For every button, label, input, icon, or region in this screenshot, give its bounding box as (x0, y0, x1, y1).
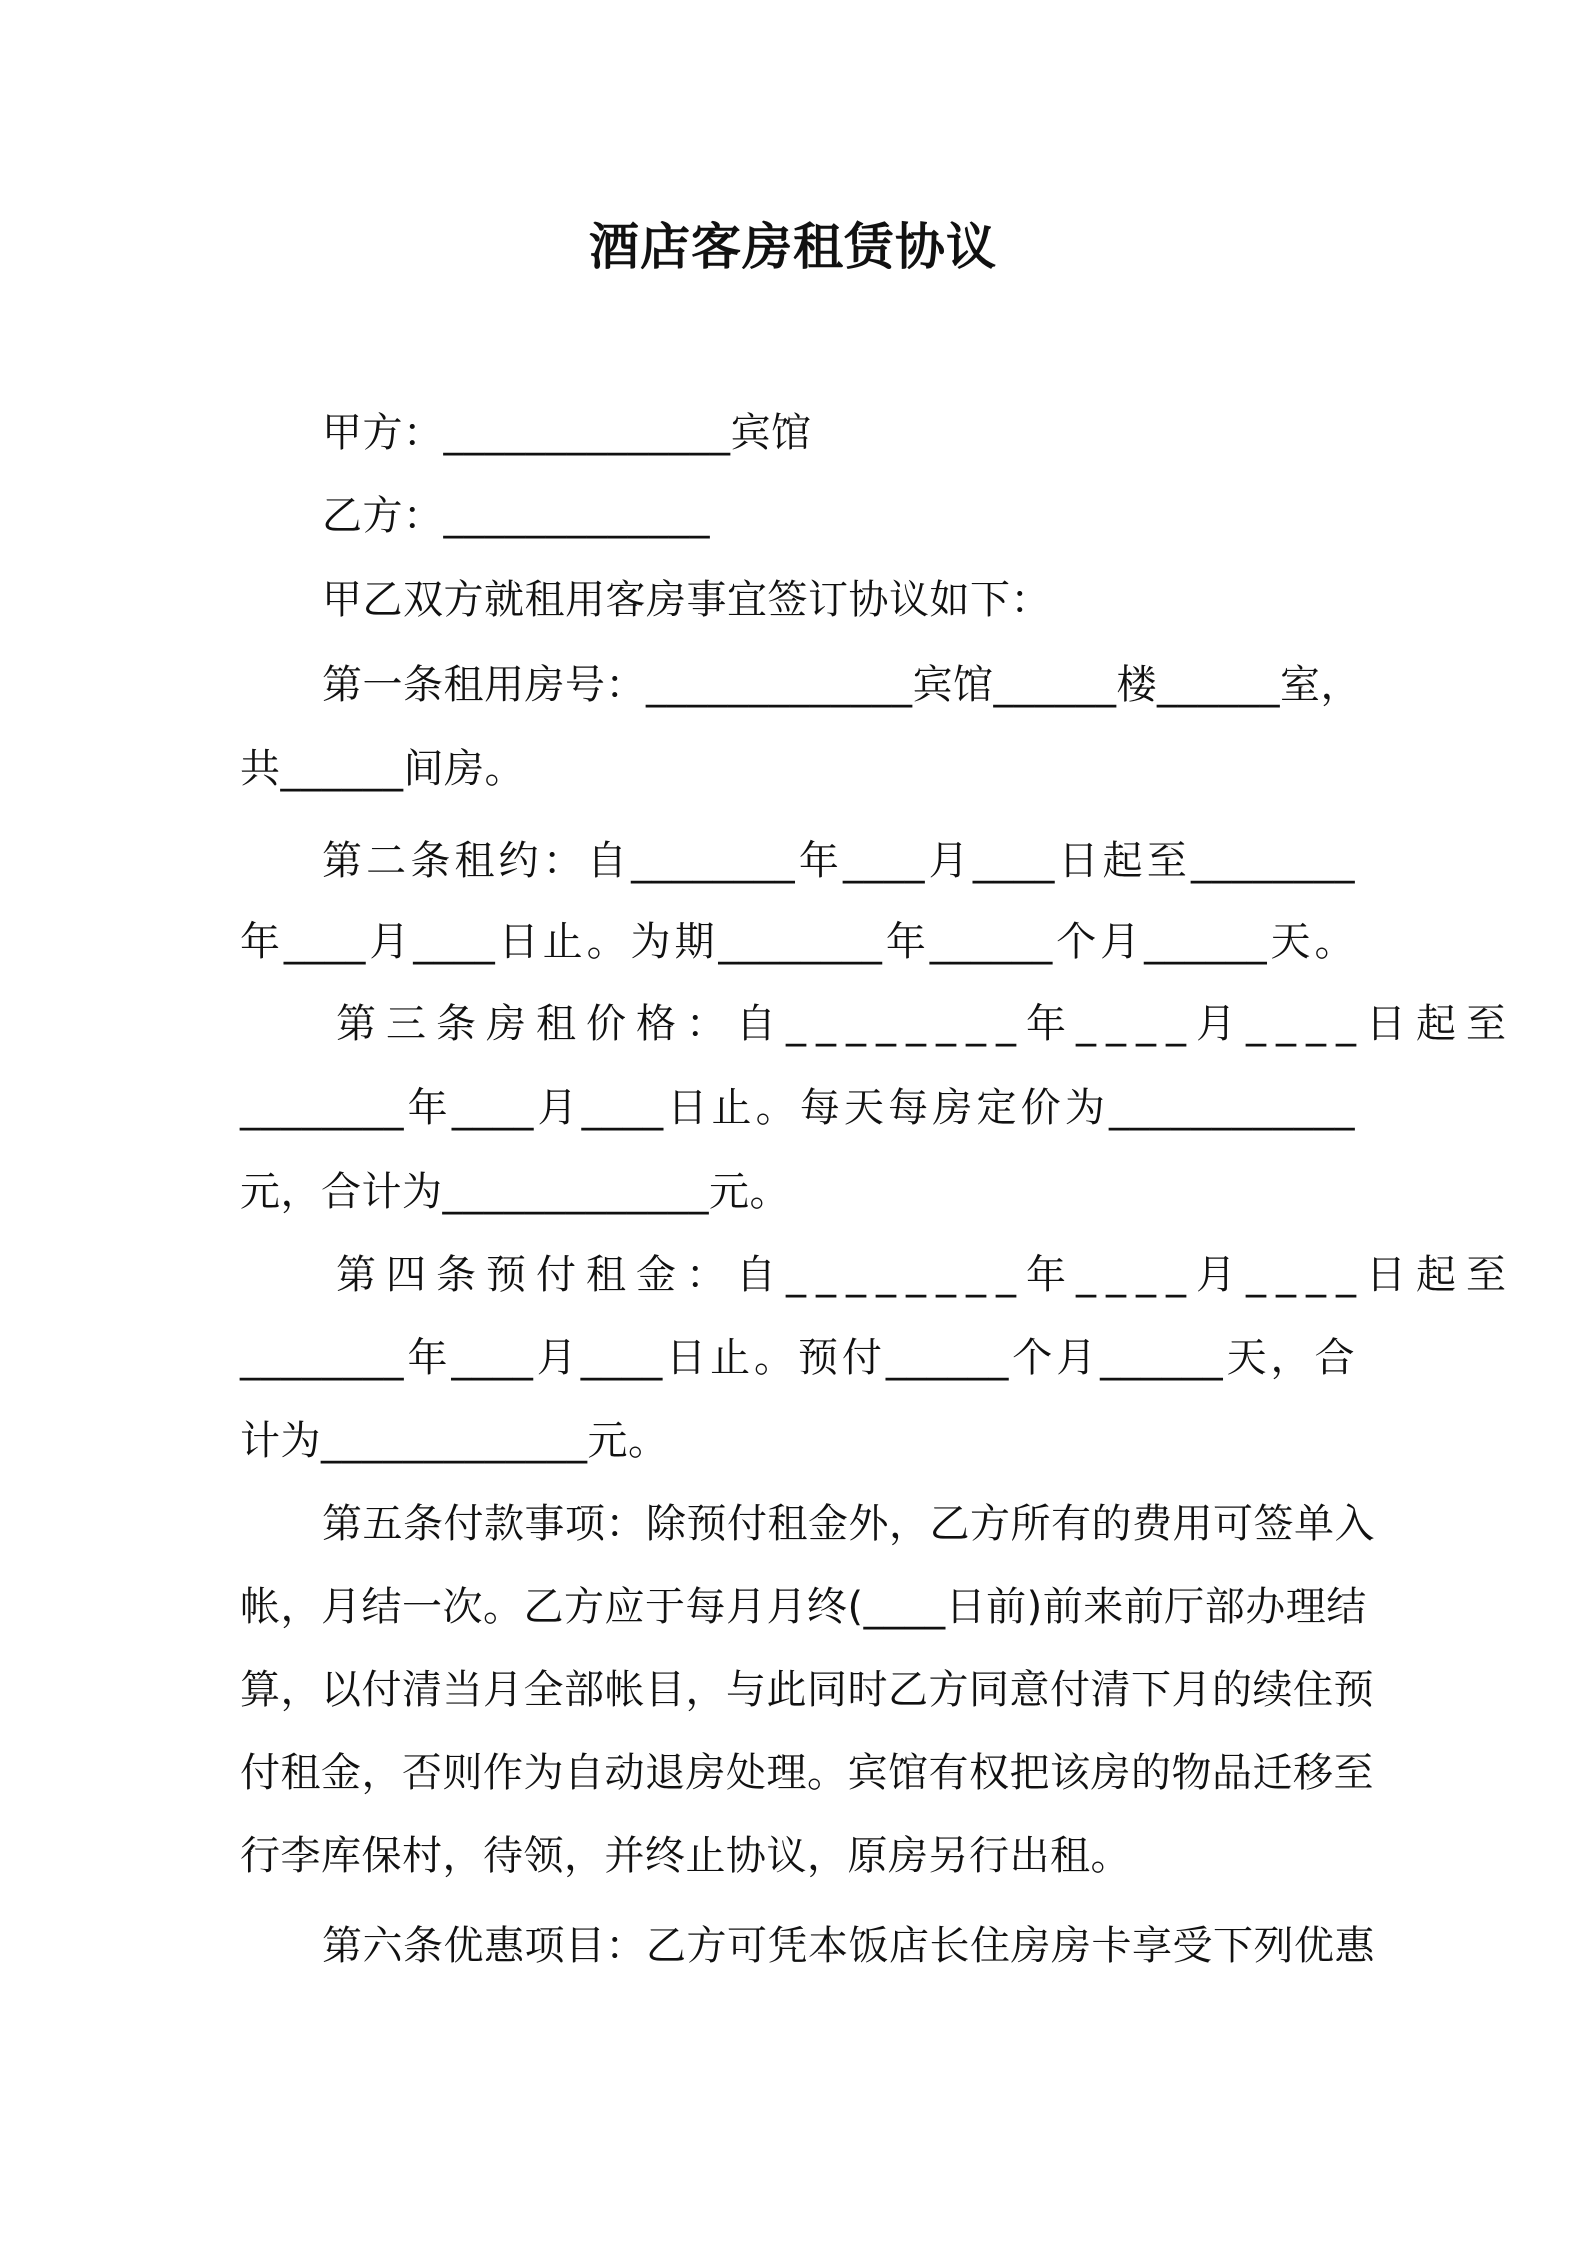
article-5-line-5: 行李库保村，待领，并终止协议，原房另行出租。 (240, 1833, 1131, 1879)
article-2-line-2: 年____月____日止。为期________年______个月______天。 (240, 919, 1355, 965)
article-4-line-3: 计为_____________元。 (240, 1418, 669, 1464)
article-1-line-2: 共______间房。 (240, 746, 525, 792)
party-a-line: 甲方：______________宾馆 (322, 410, 812, 456)
article-5-line-3: 算，以付清当月全部帐目，与此同时乙方同意付清下月的续住预 (240, 1667, 1374, 1713)
article-3-line-1: 第三条房租价格：自________年____月____日起至 (336, 1001, 1516, 1047)
document-title: 酒店客房租赁协议 (589, 218, 997, 276)
article-2-line-1: 第二条租约：自________年____月____日起至________ (322, 838, 1355, 884)
agreement-intro: 甲乙双方就租用客房事宜签订协议如下： (322, 577, 1051, 623)
party-b-line: 乙方：_____________ (322, 493, 710, 539)
article-4-line-1: 第四条预付租金：自________年____月____日起至 (336, 1252, 1516, 1298)
article-4-line-2: ________年____月____日止。预付______个月______天，合 (240, 1335, 1355, 1381)
article-5-line-1: 第五条付款事项：除预付租金外，乙方所有的费用可签单入 (322, 1501, 1375, 1547)
article-3-line-2: ________年____月____日止。每天每房定价为____________ (240, 1085, 1355, 1131)
article-5-line-2: 帐，月结一次。乙方应于每月月终(____日前)前来前厅部办理结 (240, 1584, 1367, 1630)
article-1-line-1: 第一条租用房号：_____________宾馆______楼______室， (322, 662, 1361, 708)
article-3-line-3: 元，合计为_____________元。 (240, 1169, 790, 1215)
article-6-line-1: 第六条优惠项目：乙方可凭本饭店长住房房卡享受下列优惠 (322, 1923, 1375, 1969)
article-5-line-4: 付租金，否则作为自动退房处理。宾馆有权把该房的物品迁移至 (240, 1750, 1374, 1796)
